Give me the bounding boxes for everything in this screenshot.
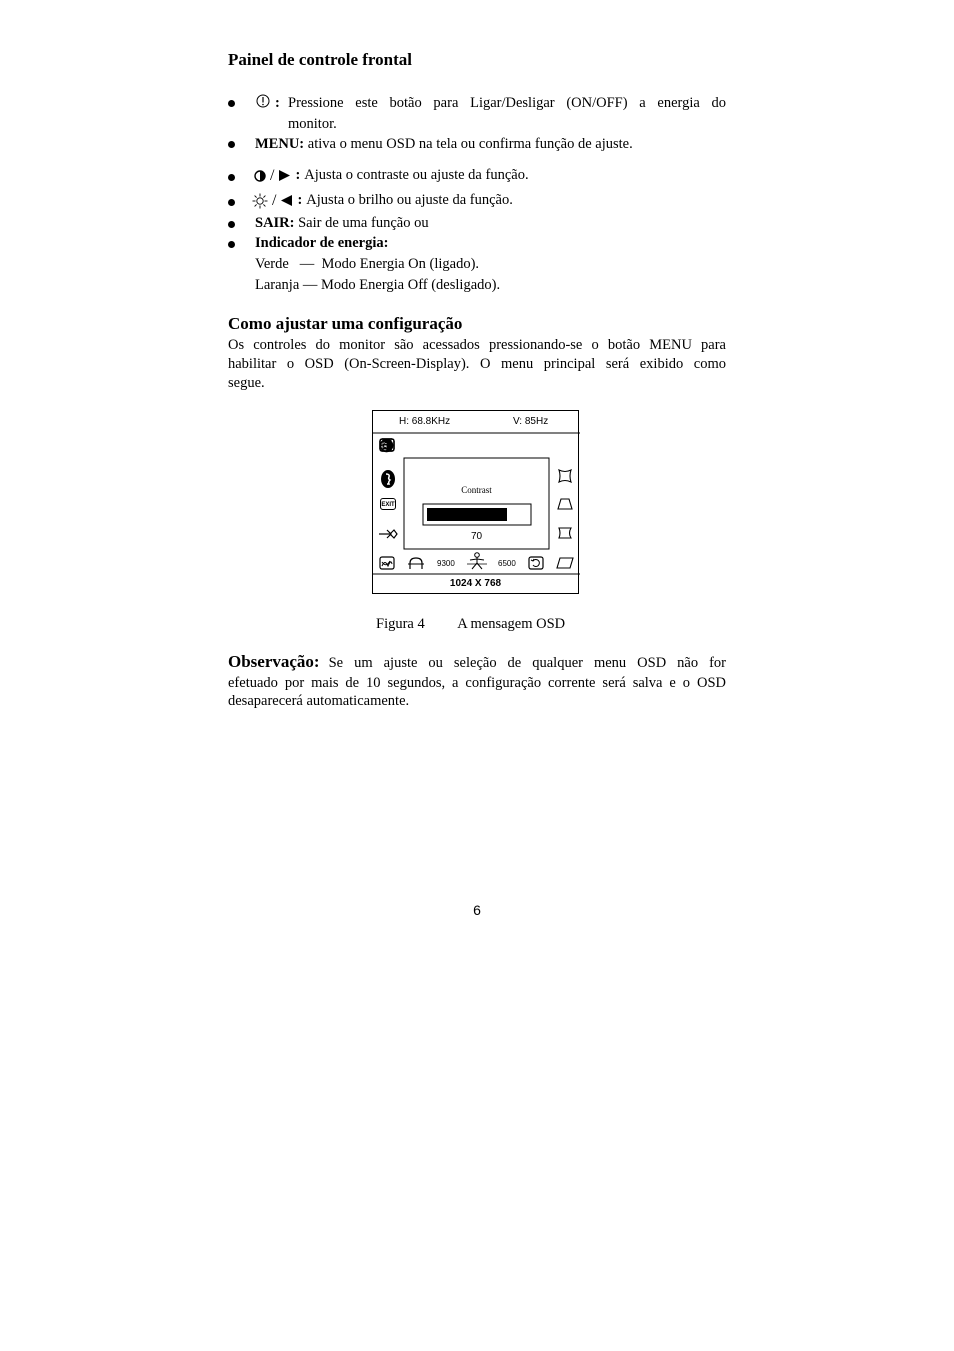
contrast-description: Ajusta o contraste ou ajuste da função. bbox=[304, 167, 529, 183]
note-label: Observação: bbox=[228, 652, 320, 671]
power-icon bbox=[256, 94, 270, 113]
paragraph-line: segue. bbox=[228, 375, 265, 391]
pincushion-icon bbox=[557, 469, 573, 483]
pin-balance-icon bbox=[557, 526, 573, 540]
separator: / bbox=[270, 167, 275, 184]
input-icon bbox=[378, 527, 398, 541]
osd-figure bbox=[372, 410, 579, 594]
power-indicator-label: Indicador de energia: bbox=[255, 235, 389, 251]
menu-item bbox=[255, 135, 633, 154]
paragraph-line: habilitar o OSD (On-Screen-Display). O menu principal será exibido como bbox=[228, 356, 726, 372]
bullet bbox=[228, 221, 235, 228]
sair-item bbox=[255, 214, 429, 233]
bullet bbox=[228, 199, 235, 206]
section-title-adjust: Como ajustar uma configuração bbox=[228, 314, 463, 333]
menu-description: ativa o menu OSD na tela ou confirma função de ajuste. bbox=[307, 136, 633, 152]
contrast-item bbox=[254, 166, 529, 185]
note-line-1 bbox=[228, 652, 726, 673]
exit-icon bbox=[380, 498, 396, 510]
value-readout: 70 bbox=[470, 531, 483, 542]
color-temp-9300: 9300 bbox=[437, 559, 455, 568]
figure-title: A mensagem OSD bbox=[457, 616, 566, 632]
brightness-icon bbox=[252, 193, 268, 209]
trapezoid-icon bbox=[557, 497, 573, 511]
colon: : bbox=[297, 192, 303, 208]
user-color-icon bbox=[466, 552, 488, 570]
note-text: Se um ajuste ou seleção de qualquer menu OSD não for bbox=[328, 655, 726, 671]
colon: : bbox=[295, 167, 301, 183]
separator: / bbox=[272, 192, 277, 209]
note-line-2: efetuado por mais de 10 segundos, a configuração corrente será salva e o OSD bbox=[228, 675, 726, 691]
zoom-icon bbox=[379, 438, 395, 452]
power-description: Pressione este botão para Ligar/Desligar (ON/OFF) a energia do bbox=[288, 95, 726, 111]
brightness-description: Ajusta o brilho ou ajuste da função. bbox=[306, 192, 513, 208]
brightness-item bbox=[252, 191, 513, 210]
bullet bbox=[228, 174, 235, 181]
contrast-icon bbox=[254, 170, 266, 182]
contrast-level-bar bbox=[427, 508, 507, 521]
bullet bbox=[228, 141, 235, 148]
reset-icon bbox=[528, 556, 544, 570]
menu-label: MENU: bbox=[255, 136, 305, 152]
sair-description: Sair de uma função ou bbox=[298, 215, 429, 231]
sair-label: SAIR: bbox=[255, 215, 295, 231]
bullet bbox=[228, 100, 235, 107]
figure-number: Figura 4 bbox=[376, 616, 425, 632]
power-label-colon: : bbox=[275, 95, 280, 111]
color-temp-6500: 6500 bbox=[498, 559, 516, 568]
paragraph-line: Os controles do monitor são acessados pressionando-se o botão MENU para bbox=[228, 337, 726, 353]
panel-title: Contrast bbox=[461, 485, 492, 495]
power-description-cont: monitor. bbox=[288, 116, 337, 132]
h-frequency: H: 68.8KHz bbox=[399, 416, 451, 427]
note-line-3: desaparecerá automaticamente. bbox=[228, 693, 410, 709]
bullet bbox=[228, 241, 235, 248]
power-indicator-green: Verde — Modo Energia On (ligado). bbox=[255, 256, 480, 272]
right-triangle-icon bbox=[278, 169, 291, 182]
page-number: 6 bbox=[473, 902, 481, 918]
v-frequency: V: 85Hz bbox=[513, 416, 549, 427]
exit-icon-text: EXIT bbox=[381, 502, 395, 508]
power-indicator-orange: Laranja — Modo Energia Off (desligado). bbox=[255, 277, 501, 293]
rotation-icon bbox=[407, 556, 425, 570]
left-triangle-icon bbox=[280, 194, 293, 207]
info-icon bbox=[380, 469, 396, 489]
section-title-front-panel: Painel de controle frontal bbox=[228, 50, 412, 69]
resolution-readout: 1024 X 768 bbox=[449, 578, 502, 589]
figure-caption bbox=[376, 615, 565, 634]
parallelogram-icon bbox=[556, 556, 574, 570]
moire-icon bbox=[379, 556, 395, 570]
